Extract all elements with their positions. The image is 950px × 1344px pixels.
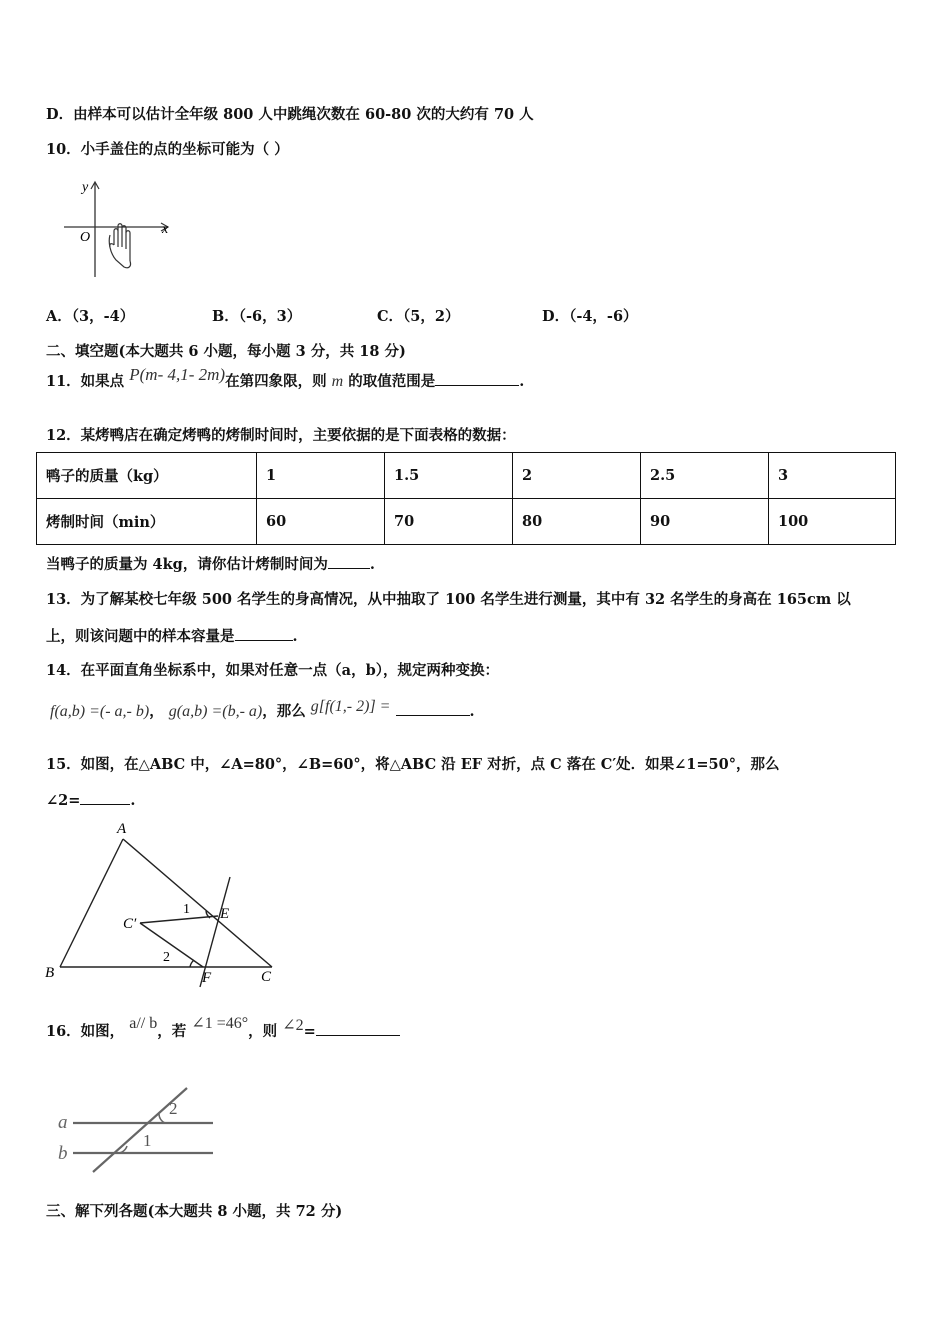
q10-option-d-text: （-4，-6） — [569, 308, 638, 325]
table-cell: 鸭子的质量（kg） — [37, 453, 257, 499]
q16-mid2: ，则 — [248, 1023, 278, 1040]
label-angle-2: 2 — [169, 1099, 178, 1118]
q10-coordinate-figure — [58, 175, 178, 285]
q11-suffix: 的取值范围是 — [348, 373, 436, 390]
q16-answer-blank[interactable] — [316, 1021, 400, 1036]
q16-given: ∠1 =46° — [191, 1015, 249, 1032]
label-e: E — [220, 906, 230, 922]
table-row — [37, 499, 896, 545]
x-axis-label: x — [162, 222, 169, 237]
origin-label: O — [80, 230, 91, 245]
segment-c-prime-e — [140, 916, 218, 923]
table-cell: 3 — [769, 453, 896, 499]
q10-option-a-text: （3，-4） — [71, 308, 135, 325]
q15-line1: 15．如图，在△ABC 中，∠A=80°，∠B=60°，将△ABC 沿 EF 对折，点 C 落在 C′处．如果∠1=50°，那么 — [46, 756, 780, 773]
angle-2-arc — [190, 960, 194, 967]
q15-answer-blank[interactable] — [80, 790, 130, 805]
hand-icon — [109, 224, 130, 268]
table-cell: 2 — [513, 453, 641, 499]
side-ab — [60, 839, 123, 967]
label-angle-1: 1 — [183, 902, 190, 917]
q16-eq: = — [303, 1023, 316, 1040]
q12-after: 当鸭子的质量为 4kg，请你估计烤制时间为 — [46, 556, 328, 573]
label-c: C — [261, 969, 272, 985]
q10-option-c[interactable] — [377, 305, 459, 326]
q12-answer-blank[interactable] — [328, 554, 370, 569]
q12-end: . — [369, 556, 375, 573]
q13-line1: 13．为了解某校七年级 500 名学生的身高情况，从中抽取了 100 名学生进行测量，其中有 32 名学生的身高在 165cm 以 — [46, 591, 851, 608]
q16-mid1: ，若 — [157, 1023, 187, 1040]
label-c-prime: C′ — [123, 916, 137, 932]
table-cell: 100 — [769, 499, 896, 545]
table-row — [37, 453, 896, 499]
q10-option-a-letter: A． — [46, 308, 72, 325]
q12-stem: 12．某烤鸭店在确定烤鸭的烤制时间时，主要依据的是下面表格的数据： — [46, 427, 516, 444]
label-a: a — [58, 1112, 68, 1133]
q15-triangle-figure — [40, 815, 290, 990]
q15-end: . — [130, 792, 136, 809]
q14-then: ，那么 — [262, 703, 306, 720]
table-cell: 烤制时间（min） — [37, 499, 257, 545]
label-angle-1: 1 — [143, 1131, 152, 1150]
q15-line2 — [46, 790, 135, 809]
table-cell: 1 — [257, 453, 385, 499]
table-cell: 70 — [385, 499, 513, 545]
q14-answer-blank[interactable] — [396, 701, 470, 716]
q9-option-d: D．由样本可以估计全年级 800 人中跳绳次数在 60-80 次的大约有 70 人 — [46, 106, 534, 123]
q10-option-c-letter: C． — [377, 308, 404, 325]
table-cell: 90 — [641, 499, 769, 545]
label-f: F — [202, 970, 212, 986]
q16 — [46, 1015, 400, 1041]
q16-prefix: 16．如图， — [46, 1023, 125, 1040]
q14-f-def: f(a,b) =(- a,- b) — [50, 703, 150, 720]
table-cell: 1.5 — [385, 453, 513, 499]
q10-option-c-text: （5，2） — [403, 308, 460, 325]
label-angle-2: 2 — [163, 950, 170, 965]
q10-option-b[interactable] — [212, 305, 301, 326]
q10-option-b-text: （-6，3） — [238, 308, 302, 325]
q12-followup — [46, 553, 375, 574]
q11-point: P(m- 4,1- 2m) — [129, 365, 226, 384]
q12-table — [36, 452, 896, 545]
q10-option-d-letter: D． — [542, 308, 570, 325]
q14-end: . — [469, 703, 475, 720]
q14-comma: ， — [149, 703, 164, 720]
section-2-title: 二、填空题(本大题共 6 小题，每小题 3 分，共 18 分) — [46, 343, 406, 360]
q11-answer-blank[interactable] — [435, 371, 519, 386]
q10-stem: 10．小手盖住的点的坐标可能为（ ） — [46, 141, 289, 158]
label-b: B — [45, 965, 55, 981]
q13-line2 — [46, 625, 298, 646]
q11-prefix: 11．如果点 — [46, 373, 125, 390]
q14-formula — [50, 700, 475, 721]
q11-end: . — [519, 373, 525, 390]
q13-line2-text: 上，则该问题中的样本容量是 — [46, 628, 235, 645]
q15-line2-text: ∠2= — [46, 792, 81, 809]
angle-2-arc — [159, 1114, 165, 1123]
y-axis-label: y — [82, 180, 89, 195]
table-cell: 60 — [257, 499, 385, 545]
label-a: A — [117, 821, 127, 837]
table-cell: 2.5 — [641, 453, 769, 499]
section-3-title: 三、解下列各题(本大题共 8 小题，共 72 分) — [46, 1203, 343, 1220]
q10-option-b-letter: B． — [212, 308, 239, 325]
q11-middle: 在第四象限，则 — [225, 373, 327, 390]
q11 — [46, 365, 525, 391]
label-b: b — [58, 1143, 68, 1164]
q11-var: m — [331, 373, 344, 390]
q16-ask: ∠2 — [282, 1017, 304, 1034]
q10-option-d[interactable] — [542, 305, 638, 326]
q16-parallel-lines-figure — [55, 1080, 225, 1180]
q16-parallel: a// b — [129, 1015, 158, 1032]
table-cell: 80 — [513, 499, 641, 545]
side-ac — [123, 839, 272, 967]
q14-expr: g[f(1,- 2)] = — [310, 698, 391, 715]
q13-end: . — [292, 628, 298, 645]
q13-answer-blank[interactable] — [235, 626, 293, 641]
q14-g-def: g(a,b) =(b,- a) — [168, 703, 263, 720]
q14-stem: 14．在平面直角坐标系中，如果对任意一点（a，b），规定两种变换： — [46, 662, 499, 679]
q10-option-a[interactable] — [46, 305, 134, 326]
